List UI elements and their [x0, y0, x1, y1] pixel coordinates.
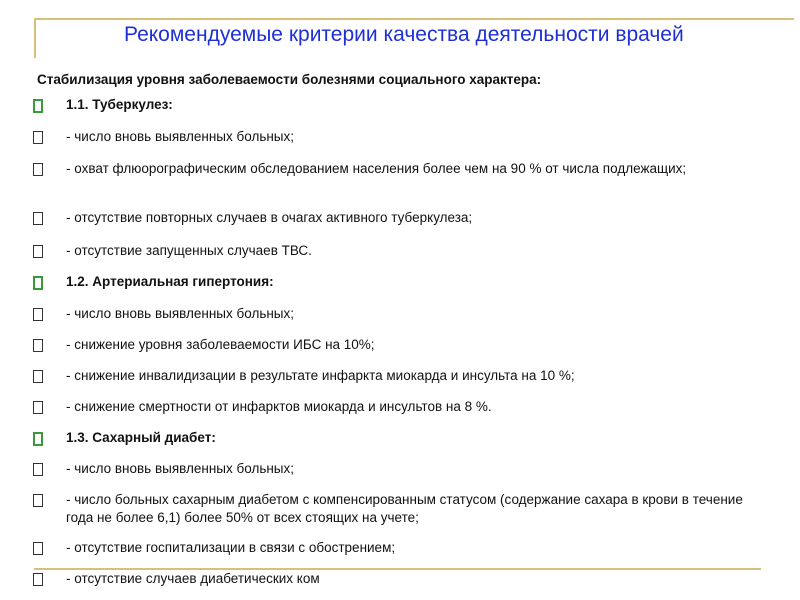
hollow-square-bullet-icon	[33, 370, 43, 383]
slide-title: Рекомендуемые критерии качества деятельности врачей	[124, 23, 684, 46]
list-item-text: - снижение инвалидизации в результате инфаркта миокарда и инсульта на 10 %;	[66, 368, 575, 383]
list-item-text: - снижение смертности от инфарктов миокарда и инсультов на 8 %.	[66, 399, 492, 414]
hollow-square-bullet-icon	[33, 131, 43, 144]
list-item-text: 1.3. Сахарный диабет:	[66, 430, 216, 445]
slide-subtitle: Стабилизация уровня заболеваемости болезнями социального характера:	[37, 72, 542, 87]
hollow-square-bullet-icon	[33, 339, 43, 352]
green-square-bullet-icon	[33, 276, 43, 290]
hollow-square-bullet-icon	[33, 401, 43, 414]
title-frame-left-border	[34, 18, 36, 58]
title-frame-top-border	[34, 18, 794, 20]
green-square-bullet-icon	[33, 99, 43, 113]
hollow-square-bullet-icon	[33, 163, 43, 176]
list-item-text: - отсутствие госпитализации в связи с обострением;	[66, 540, 396, 555]
list-item-text: 1.2. Артериальная гипертония:	[66, 274, 274, 289]
hollow-square-bullet-icon	[33, 212, 43, 225]
bottom-divider	[34, 568, 761, 570]
list-item-text: - число вновь выявленных больных;	[66, 461, 295, 476]
hollow-square-bullet-icon	[33, 494, 43, 507]
list-item-text: - отсутствие случаев диабетических ком	[66, 571, 320, 586]
list-item-text: - число вновь выявленных больных;	[66, 306, 295, 321]
hollow-square-bullet-icon	[33, 245, 43, 258]
list-item-text: - отсутствие запущенных случаев ТВС.	[66, 243, 312, 258]
hollow-square-bullet-icon	[33, 542, 43, 555]
green-square-bullet-icon	[33, 432, 43, 446]
list-item-text: - число больных сахарным диабетом с компенсированным статусом (содержание сахара в крови в течение года не более 6,1) более 50% от всех стоящих на учете;	[66, 492, 743, 525]
hollow-square-bullet-icon	[33, 573, 43, 586]
hollow-square-bullet-icon	[33, 463, 43, 476]
hollow-square-bullet-icon	[33, 308, 43, 321]
list-item-text: - снижение уровня заболеваемости ИБС на 10%;	[66, 337, 375, 352]
list-item-text: - число вновь выявленных больных;	[66, 129, 295, 144]
list-item-text: 1.1. Туберкулез:	[66, 97, 173, 112]
list-item-text: - отсутствие повторных случаев в очагах активного туберкулеза;	[66, 210, 473, 225]
list-item-text: - охват флюорографическим обследованием населения более чем на 90 % от числа подлежащих;	[66, 161, 687, 176]
